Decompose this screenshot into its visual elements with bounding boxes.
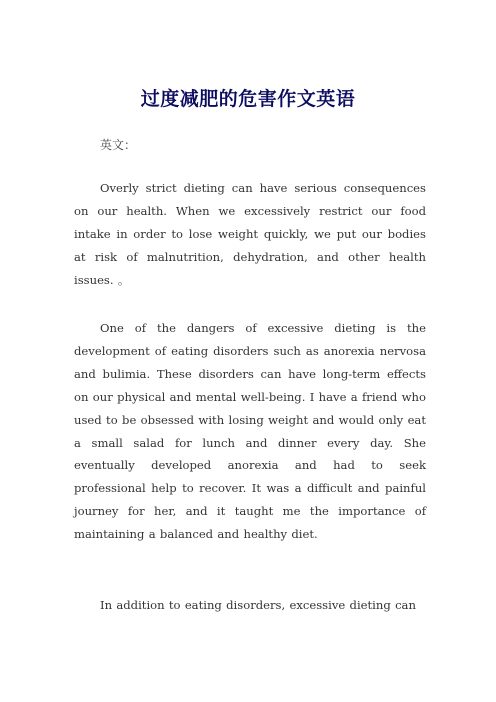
paragraph: In addition to eating disorders, excessive dieting can — [100, 598, 416, 612]
document-title: 过度减肥的危害作文英语 — [140, 88, 356, 110]
paragraph: Overly strict dieting can have serious consequences on our health. When we excessively restrict our food intake in order to lose weight quickly, we put our bodies at risk of malnutrition, dehydration, and other health issues. 。 — [74, 181, 426, 287]
paragraph: One of the dangers of excessive dieting is the development of eating disorders such as anorexia nervosa and bulimia. These disorders can have long-term effects on our physical and mental well-being. I have a friend who used to be obsessed with losing weight and would only eat a small salad for lunch and dinner every day. She eventually developed anorexia and had to seek professional help to recover. It was a difficult and painful journey for her, and it taught me the importance of maintaining a balanced and healthy diet. — [74, 321, 426, 542]
section-label: 英文： — [100, 138, 137, 152]
